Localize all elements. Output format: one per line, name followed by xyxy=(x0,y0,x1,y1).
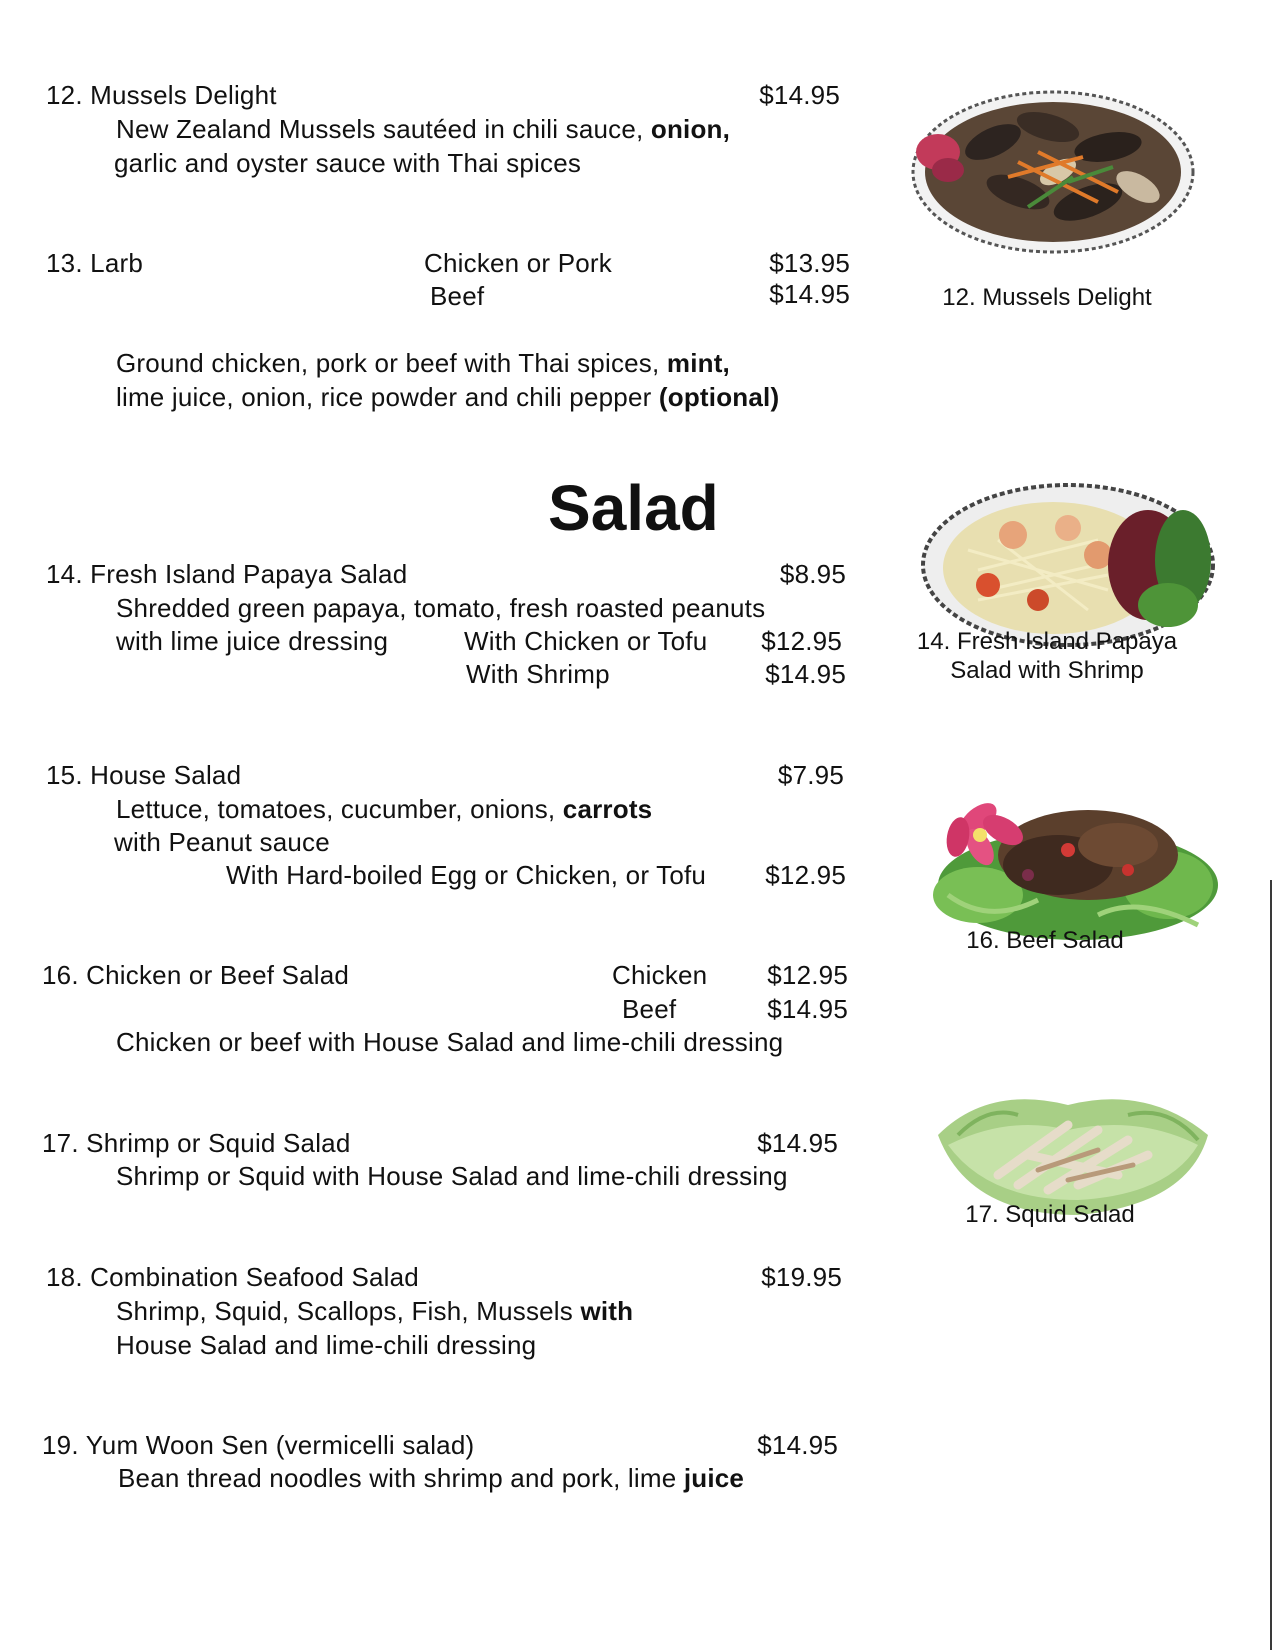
item-17-desc-line1: Shrimp or Squid with House Salad and lime-chili dressing xyxy=(116,1161,788,1191)
item-12-desc-line1 xyxy=(116,114,730,144)
item-15-desc-line1 xyxy=(116,794,652,824)
item-14-option-2: With Shrimp xyxy=(466,659,610,689)
item-16-option-2: Beef xyxy=(622,994,677,1024)
item-12-desc-line2: garlic and oyster sauce with Thai spices xyxy=(114,148,582,178)
item-16-desc-line1: Chicken or beef with House Salad and lime-chili dressing xyxy=(116,1027,784,1057)
item-16-price-1: $12.95 xyxy=(767,960,848,990)
item-18-desc1-text: Shrimp, Squid, Scallops, Fish, Mussels xyxy=(116,1296,573,1326)
item-13-desc1-bold: mint, xyxy=(666,348,730,378)
mussels-delight-photo xyxy=(898,82,1200,262)
mussels-delight-caption: 12. Mussels Delight xyxy=(942,284,1152,311)
item-12-name: 12. Mussels Delight xyxy=(46,80,277,110)
page-edge-divider xyxy=(1270,880,1272,1650)
item-16-option-1: Chicken xyxy=(612,960,708,990)
item-13-desc-line1 xyxy=(116,348,730,378)
item-13-desc2-bold: (optional) xyxy=(658,382,780,412)
item-15-price: $7.95 xyxy=(777,760,844,790)
item-14-price: $8.95 xyxy=(779,559,846,589)
item-15-price-1: $12.95 xyxy=(765,860,846,890)
item-13-option-1: Chicken or Pork xyxy=(424,248,612,278)
papaya-salad-photo xyxy=(918,480,1220,650)
item-13-price-2: $14.95 xyxy=(769,279,850,309)
squid-salad-caption: 17. Squid Salad xyxy=(965,1201,1135,1228)
item-13-name: 13. Larb xyxy=(46,248,144,278)
item-15-desc1-text: Lettuce, tomatoes, cucumber, onions, xyxy=(116,794,556,824)
item-18-desc-line2: House Salad and lime-chili dressing xyxy=(116,1330,537,1360)
item-14-name: 14. Fresh Island Papaya Salad xyxy=(46,559,408,589)
beef-salad-caption: 16. Beef Salad xyxy=(966,927,1124,954)
item-13-price-1: $13.95 xyxy=(769,248,850,278)
item-12-price: $14.95 xyxy=(759,80,840,110)
item-14-price-2: $14.95 xyxy=(765,659,846,689)
item-13-option-2: Beef xyxy=(430,281,485,311)
item-13-desc2-text: lime juice, onion, rice powder and chili pepper xyxy=(116,382,652,412)
item-14-desc-line1: Shredded green papaya, tomato, fresh roasted peanuts xyxy=(116,593,766,623)
item-18-desc1-bold: with xyxy=(580,1296,634,1326)
item-15-name: 15. House Salad xyxy=(46,760,242,790)
item-18-desc-line1 xyxy=(116,1296,633,1326)
item-14-desc-line2: with lime juice dressing xyxy=(116,626,389,656)
item-18-name: 18. Combination Seafood Salad xyxy=(46,1262,419,1292)
item-13-desc1-text: Ground chicken, pork or beef with Thai spices, xyxy=(116,348,660,378)
item-15-desc1-bold: carrots xyxy=(562,794,653,824)
item-14-option-1: With Chicken or Tofu xyxy=(464,626,708,656)
item-16-price-2: $14.95 xyxy=(767,994,848,1024)
item-12-desc1-bold: onion, xyxy=(650,114,731,144)
item-12-desc1-text: New Zealand Mussels sautéed in chili sauce, xyxy=(116,114,644,144)
item-17-name: 17. Shrimp or Squid Salad xyxy=(42,1128,351,1158)
section-heading-salad: Salad xyxy=(548,472,719,544)
item-19-desc1-bold: juice xyxy=(683,1463,745,1493)
item-19-desc1-text: Bean thread noodles with shrimp and pork, lime xyxy=(118,1463,677,1493)
item-15-option-1: With Hard-boiled Egg or Chicken, or Tofu xyxy=(226,860,707,890)
item-13-desc-line2 xyxy=(116,382,779,412)
item-19-name: 19. Yum Woon Sen (vermicelli salad) xyxy=(42,1430,475,1460)
item-14-price-1: $12.95 xyxy=(761,626,842,656)
item-16-name: 16. Chicken or Beef Salad xyxy=(42,960,350,990)
papaya-salad-caption-line2: Salad with Shrimp xyxy=(950,657,1144,684)
item-18-price: $19.95 xyxy=(761,1262,842,1292)
item-19-price: $14.95 xyxy=(757,1430,838,1460)
item-15-desc-line2: with Peanut sauce xyxy=(114,827,330,857)
papaya-salad-caption-line1: 14. Fresh Island Papaya xyxy=(916,628,1178,655)
item-17-price: $14.95 xyxy=(757,1128,838,1158)
item-19-desc-line1 xyxy=(118,1463,744,1493)
